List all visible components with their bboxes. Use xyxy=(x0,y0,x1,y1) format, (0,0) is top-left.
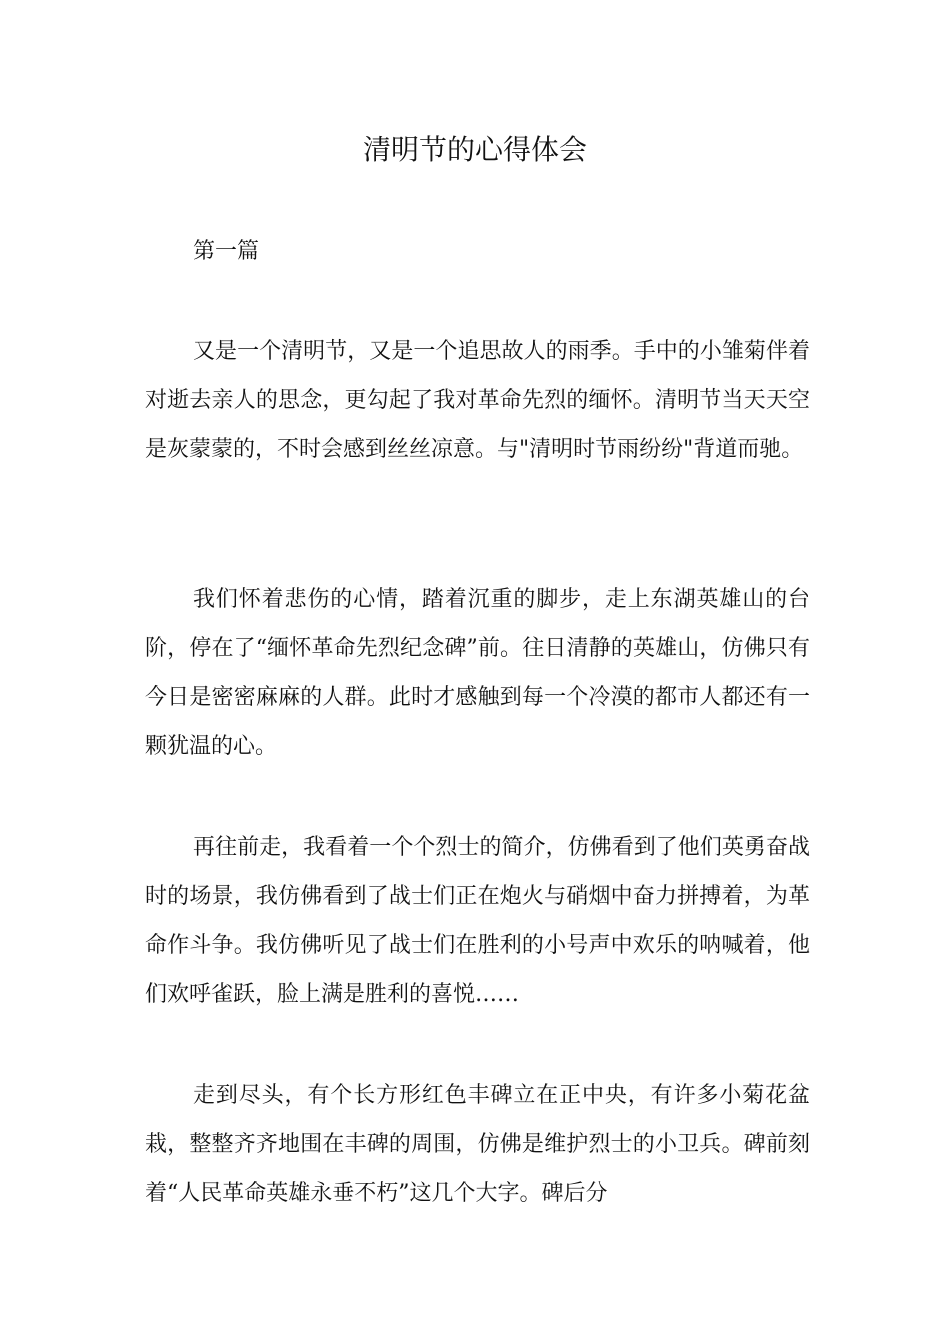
document-title: 清明节的心得体会 xyxy=(362,133,587,166)
paragraph-1: 又是一个清明节，又是一个追思故人的雨季。手中的小雏菊伴着对逝去亲人的思念，更勾起了我对革命先烈的缅怀。清明节当天天空是灰蒙蒙的，不时会感到丝丝凉意。与"清明时节雨纷纷"背道而驰。 xyxy=(145,339,810,462)
section-label: 第一篇 xyxy=(193,239,260,264)
paragraph-4: 走到尽头，有个长方形红色丰碑立在正中央，有许多小菊花盆栽，整整齐齐地围在丰碑的周围，仿佛是维护烈士的小卫兵。碑前刻着“人民革命英雄永垂不朽”这几个大字。碑后分 xyxy=(145,1083,810,1206)
paragraph-2: 我们怀着悲伤的心情，踏着沉重的脚步，走上东湖英雄山的台阶，停在了“缅怀革命先烈纪念碑”前。往日清静的英雄山，仿佛只有今日是密密麻麻的人群。此时才感触到每一个冷漠的都市人都还有一颗犹温的心。 xyxy=(145,587,810,759)
paragraph-3: 再往前走，我看着一个个烈士的简介，仿佛看到了他们英勇奋战时的场景，我仿佛看到了战士们正在炮火与硝烟中奋力拼搏着，为革命作斗争。我仿佛听见了战士们在胜利的小号声中欢乐的呐喊着，他们欢呼雀跃，脸上满是胜利的喜悦…… xyxy=(145,835,810,1007)
